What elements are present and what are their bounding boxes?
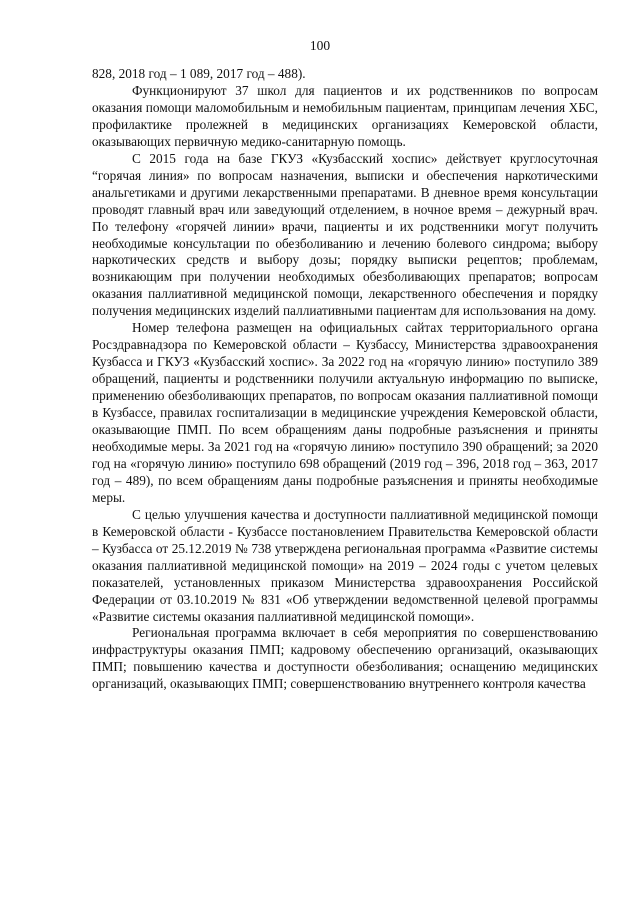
document-body (92, 66, 598, 693)
paragraph-6: Региональная программа включает в себя мероприятия по совершенствованию инфраструктуры оказания ПМП; кадровому обеспечению организаций, оказывающих ПМП; повышению качества и доступности обезболивания; оснащению медицинских организаций, оказывающих ПМП; совершенствованию внутреннего контроля качества (92, 625, 598, 692)
paragraph-5: С целью улучшения качества и доступности паллиативной медицинской помощи в Кемеровской области - Кузбассе постановлением Правительства Кемеровской области – Кузбасса от 25.12.2019 № 738 утверждена региональная программа «Развитие системы оказания паллиативной медицинской помощи» на 2019 – 2024 годы с учетом целевых показателей, установленных приказом Министерства здравоохранения Российской Федерации от 03.10.2019 № 831 «Об утверждении ведомственной целевой программы «Развитие системы оказания паллиативной медицинской помощи». (92, 506, 598, 624)
paragraph-1: 828, 2018 год – 1 089, 2017 год – 488). (92, 66, 306, 81)
page-number: 100 (309, 38, 331, 53)
paragraph-4: Номер телефона размещен на официальных сайтах территориального органа Росздравнадзора по Кемеровской области – Кузбассу, Министерства здравоохранения Кузбасса и ГКУЗ «Кузбасский хоспис». За 2022 год на «горячую линию» поступило 389 обращений, пациенты и родственники получили актуальную информацию по выписке, применению обезболивающих препаратов, по вопросам оказания паллиативной помощи в Кузбассе, правилах госпитализации в медицинские учреждения Кемеровской области, оказывающие ПМП. По всем обращениям даны подробные разъяснения и приняты необходимые меры. За 2021 год на «горячую линию» поступило 390 обращений; за 2020 год на «горячую линию» поступило 698 обращений (2019 год – 396, 2018 год – 363, 2017 год – 489), по всем обращениям даны подробные разъяснения и приняты необходимые меры. (92, 320, 598, 505)
paragraph-3: С 2015 года на базе ГКУЗ «Кузбасский хоспис» действует круглосуточная “горячая линия» по вопросам назначения, выписки и обеспечения наркотическими анальгетиками и другими лекарственными препаратами. В дневное время консультации проводят главный врач или заведующий отделением, в ночное время – дежурный врач. По телефону «горячей линии» врачи, пациенты и их родственники могут получить необходимые консультации по обезболиванию и лечению болевого синдрома; выбору наркотических средств и выбору дозы; порядку выписки рецептов; проблемам, возникающим при получении необходимых обезболивающих препаратов; вопросам оказания паллиативной медицинской помощи, лекарственного обеспечения и порядку получения медицинских изделий паллиативными пациентам для использования на дому. (92, 150, 598, 319)
paragraph-2: Функционируют 37 школ для пациентов и их родственников по вопросам оказания помощи маломобильным и немобильным пациентам, принципам лечения ХБС, профилактике пролежней в медицинских организациях Кемеровской области, оказывающих первичную медико-санитарную помощь. (92, 82, 598, 149)
